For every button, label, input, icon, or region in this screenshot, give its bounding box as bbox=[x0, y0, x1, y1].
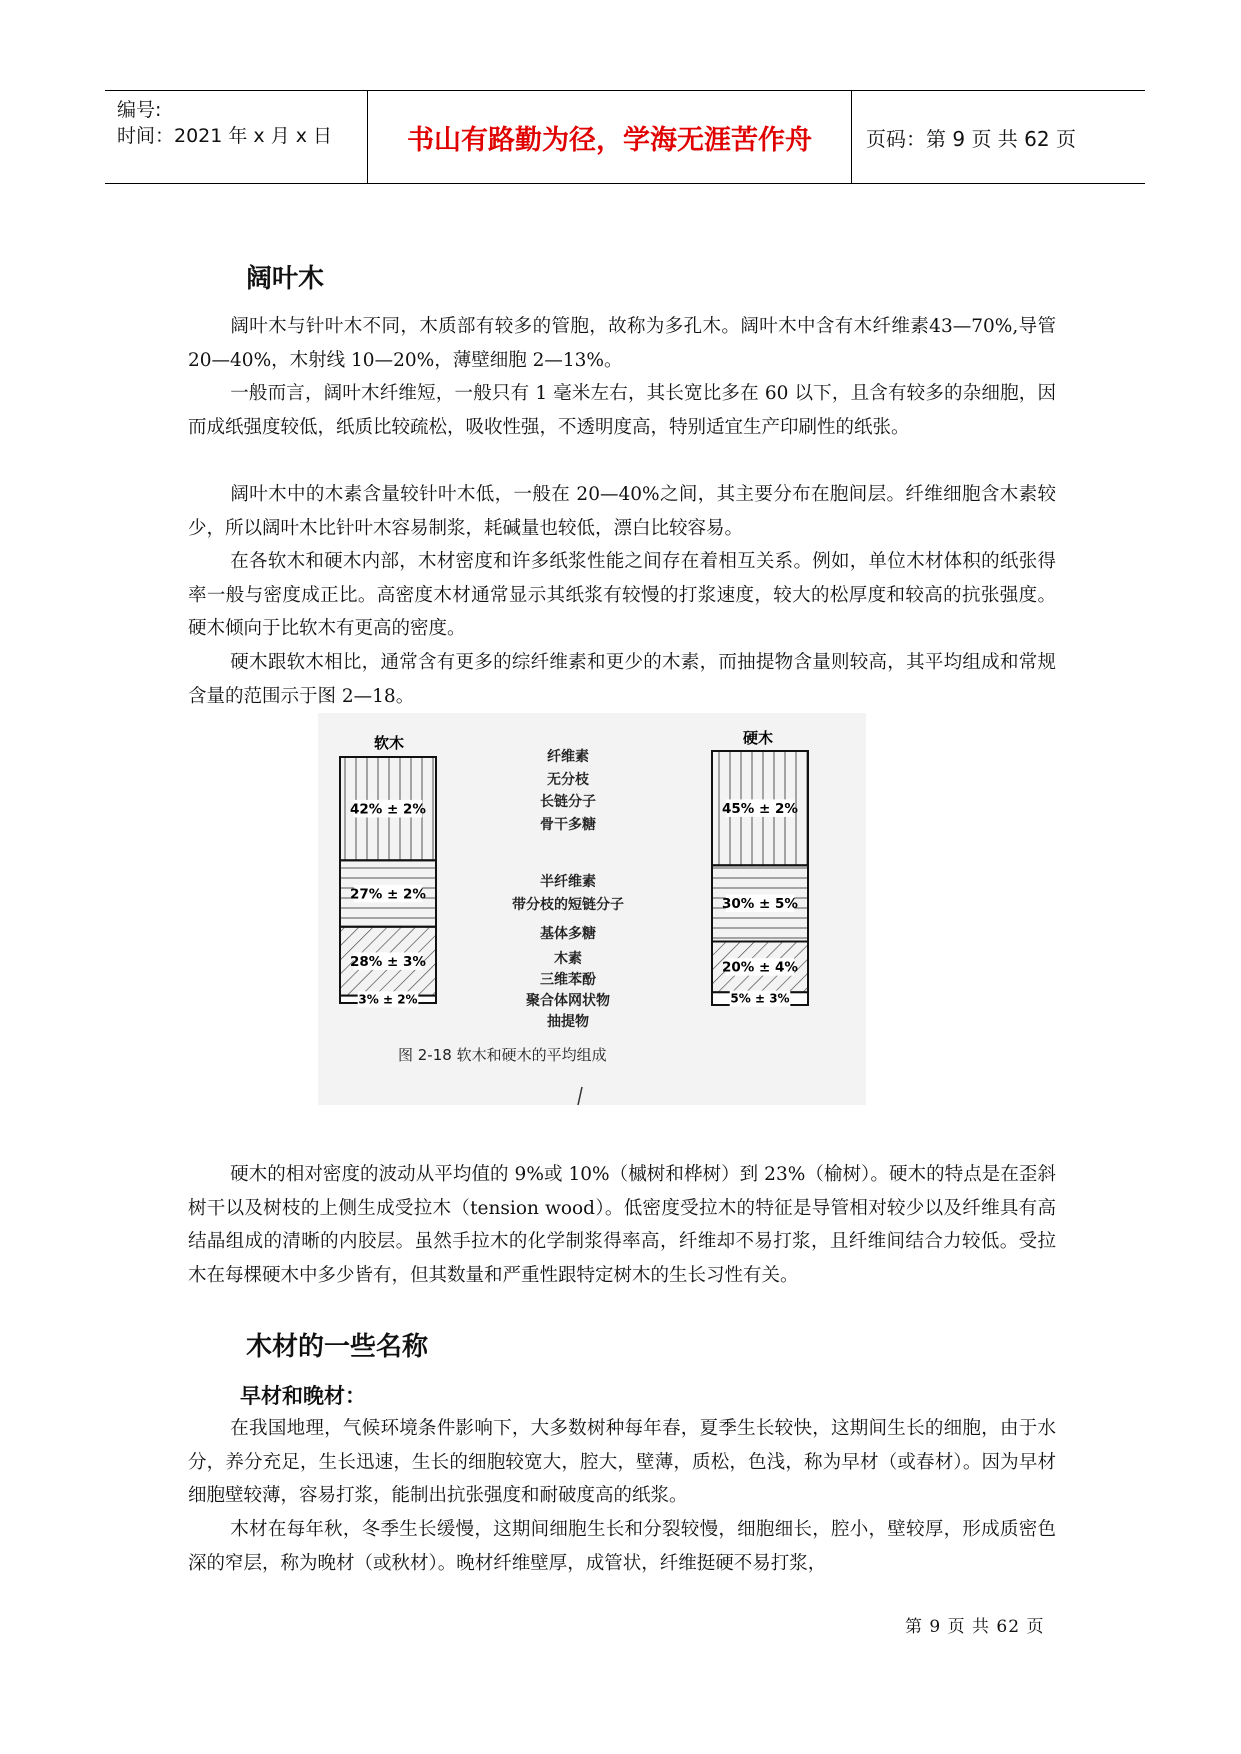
softwood-extractives-value: 3% ± 2% bbox=[358, 992, 418, 1007]
paragraph-text: 硬木跟软木相比，通常含有更多的综纤维素和更少的木素，而抽提物含量则较高，其平均组成和常规含量的范围示于图 2—18。 bbox=[188, 652, 1056, 707]
section-title-hardwood: 阔叶木 bbox=[246, 264, 325, 294]
page-header bbox=[105, 90, 1145, 184]
label-lignin-desc: 聚合体网状物 bbox=[526, 993, 610, 1009]
figure-caption: 图 2-18 软木和硬木的平均组成 bbox=[398, 1046, 607, 1064]
paragraph bbox=[188, 1158, 1056, 1292]
header-info-cell bbox=[105, 91, 368, 183]
figure-2-18 bbox=[318, 713, 866, 1105]
hardwood-extractives-value: 5% ± 3% bbox=[730, 991, 790, 1006]
softwood-cellulose-value: 42% ± 2% bbox=[350, 801, 426, 818]
label-extractives: 抽提物 bbox=[547, 1014, 589, 1030]
label-lignin-desc: 三维苯酚 bbox=[540, 972, 596, 988]
paragraph-text: 硬木的相对密度的波动从平均值的 9%或 10%（槭树和桦树）到 23%（榆树）。硬木的特点是在歪斜树干以及树枝的上侧生成受拉木（tension wood）。低密度受拉木的特征是导管相对较少以及纤维具有高结晶组成的清晰的内胶层。虽然手拉木的化学制浆得率高，纤维却不易打浆，且纤维间结合力较低。受拉木在每棵硬木中多少皆有，但其数量和严重性跟特定树木的生长习性有关。 bbox=[188, 1164, 1056, 1286]
softwood-label: 软木 bbox=[374, 734, 405, 752]
page-footer: 第 9 页 共 62 页 bbox=[905, 1617, 1045, 1637]
section-title-wood-names: 木材的一些名称 bbox=[246, 1332, 429, 1362]
composition-diagram bbox=[318, 713, 866, 1105]
hardwood-bar bbox=[712, 751, 808, 1007]
header-motto: 书山有路勤为径，学海无涯苦作舟 bbox=[368, 91, 852, 183]
paragraph-text: 在各软木和硬木内部，木材密度和许多纸浆性能之间存在着相互关系。例如，单位木材体积的纸张得率一般与密度成正比。高密度木材通常显示其纸浆有较慢的打浆速度，较大的松厚度和较高的抗张强度。硬木倾向于比软木有更高的密度。 bbox=[188, 551, 1056, 640]
header-page-code: 页码：第 9 页 共 62 页 bbox=[866, 126, 1076, 151]
label-cellulose-desc: 长链分子 bbox=[540, 794, 596, 810]
hardwood-cellulose-value: 45% ± 2% bbox=[722, 800, 798, 817]
paragraph bbox=[188, 1412, 1056, 1513]
paragraph bbox=[188, 1513, 1056, 1580]
subtitle-earlywood-latewood: 早材和晚材： bbox=[240, 1384, 366, 1408]
softwood-hemicellulose-value: 27% ± 2% bbox=[350, 886, 426, 903]
header-number-label: 编号: bbox=[117, 99, 162, 121]
paragraph bbox=[188, 545, 1056, 646]
paragraph-text: 在我国地理，气候环境条件影响下，大多数树种每年春，夏季生长较快，这期间生长的细胞，由于水分，养分充足，生长迅速，生长的细胞较宽大，腔大，壁薄，质松，色浅，称为早材（或春材）。因为早材细胞壁较薄，容易打浆，能制出抗张强度和耐破度高的纸浆。 bbox=[188, 1418, 1056, 1507]
hardwood-lignin-value: 20% ± 4% bbox=[722, 959, 798, 976]
label-cellulose-desc: 无分枝 bbox=[547, 772, 589, 788]
label-cellulose-desc: 骨干多糖 bbox=[540, 817, 596, 833]
paragraph-text: 阔叶木中的木素含量较针叶木低，一般在 20—40%之间，其主要分布在胞间层。纤维细胞含木素较少，所以阔叶木比针叶木容易制浆，耗碱量也较低，漂白比较容易。 bbox=[188, 484, 1056, 539]
label-hemicellulose-desc: 基体多糖 bbox=[540, 926, 596, 942]
hardwood-hemicellulose-value: 30% ± 5% bbox=[722, 896, 798, 913]
scan-mark bbox=[578, 1087, 582, 1105]
label-hemicellulose: 半纤维素 bbox=[540, 874, 596, 890]
label-lignin: 木素 bbox=[554, 951, 582, 967]
paragraph-text: 一般而言，阔叶木纤维短，一般只有 1 毫米左右，其长宽比多在 60 以下，且含有较多的杂细胞，因而成纸强度较低，纸质比较疏松，吸收性强，不透明度高，特别适宜生产印刷性的纸张。 bbox=[188, 383, 1056, 438]
paragraph bbox=[188, 478, 1056, 545]
paragraph-text: 阔叶木与针叶木不同，木质部有较多的管胞，故称为多孔木。阔叶木中含有木纤维素43—70%,导管 20—40%，木射线 10—20%，薄壁细胞 2—13%。 bbox=[188, 316, 1056, 371]
softwood-lignin-value: 28% ± 3% bbox=[350, 953, 426, 970]
label-cellulose: 纤维素 bbox=[547, 749, 589, 765]
header-time: 时间：2021 年 x 月 x 日 bbox=[117, 125, 333, 147]
paragraph-text: 木材在每年秋，冬季生长缓慢，这期间细胞生长和分裂较慢，细胞细长，腔小，壁较厚，形成质密色深的窄层，称为晚材（或秋材）。晚材纤维壁厚，成管状，纤维挺硬不易打浆， bbox=[188, 1519, 1056, 1574]
label-hemicellulose-desc: 带分枝的短链分子 bbox=[512, 897, 624, 913]
hardwood-label: 硬木 bbox=[743, 729, 774, 747]
paragraph bbox=[188, 646, 1056, 713]
softwood-bar bbox=[340, 757, 436, 1007]
paragraph bbox=[188, 310, 1056, 377]
paragraph bbox=[188, 377, 1056, 444]
